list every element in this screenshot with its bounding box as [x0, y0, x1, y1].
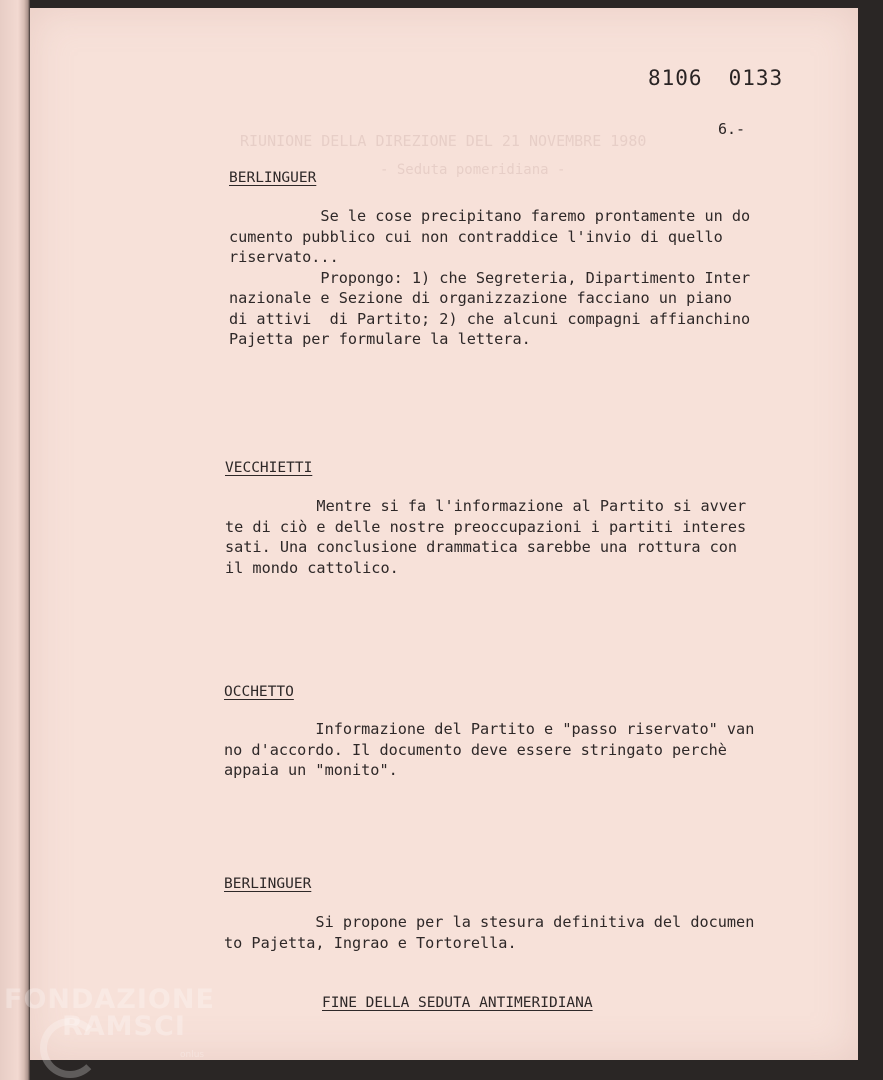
speaker-heading: VECCHIETTI — [225, 460, 313, 476]
document-number — [648, 66, 783, 90]
text-line: Mentre si fa l'informazione al Partito si avver — [225, 497, 747, 515]
speech-paragraph — [224, 912, 754, 953]
bleed-through-subheading: - Seduta pomeridiana - — [380, 162, 566, 178]
speaker-heading: OCCHETTO — [224, 684, 294, 700]
text-line: no d'accordo. Il documento deve essere stringato perchè — [224, 740, 727, 759]
watermark-line-1: FONDAZIONE — [4, 984, 215, 1015]
binder-edge — [0, 0, 30, 1080]
text-line: di attivi di Partito; 2) che alcuni compagni affianchino — [229, 309, 751, 328]
closing-line: FINE DELLA SEDUTA ANTIMERIDIANA — [322, 995, 593, 1011]
bleed-through-heading: RIUNIONE DELLA DIREZIONE DEL 21 NOVEMBRE 1980 — [240, 132, 647, 150]
text-line: riservato... — [229, 248, 339, 266]
text-line: appaia un "monito". — [224, 761, 398, 779]
speaker-heading: BERLINGUER — [224, 876, 312, 892]
fondazione-gramsci-watermark — [4, 984, 215, 1060]
speech-paragraph — [224, 719, 754, 781]
text-line: to Pajetta, Ingrao e Tortorella. — [224, 933, 517, 952]
speaker-heading: BERLINGUER — [229, 170, 317, 186]
document-number-part-a: 8106 — [648, 66, 703, 90]
watermark-line-2: RAMSCI — [62, 1011, 186, 1042]
document-number-part-b: 0133 — [728, 66, 784, 90]
text-line: cumento pubblico cui non contraddice l'invio di quello — [229, 227, 723, 246]
text-line: sati. Una conclusione drammatica sarebbe una rottura con — [225, 538, 738, 556]
page-number: 6.- — [718, 120, 746, 138]
text-line: nazionale e Sezione di organizzazione facciano un piano — [229, 289, 732, 307]
text-line: Pajetta per formulare la lettera. — [229, 330, 531, 348]
speech-paragraph — [229, 206, 750, 350]
text-line: Se le cose precipitano faremo prontamente un do — [229, 207, 751, 225]
gramsci-g-logo-icon — [40, 1018, 100, 1078]
text-line: Si propone per la stesura definitiva del documen — [224, 913, 755, 931]
document-page — [30, 8, 858, 1060]
watermark-tagline: onlus — [180, 1050, 205, 1060]
text-line: Propongo: 1) che Segreteria, Dipartimento Inter — [229, 268, 751, 287]
text-line: il mondo cattolico. — [225, 558, 399, 577]
text-line: Informazione del Partito e "passo riservato" van — [224, 720, 755, 738]
speech-paragraph — [225, 496, 746, 578]
text-line: te di ciò e delle nostre preoccupazioni i partiti interes — [225, 517, 747, 536]
